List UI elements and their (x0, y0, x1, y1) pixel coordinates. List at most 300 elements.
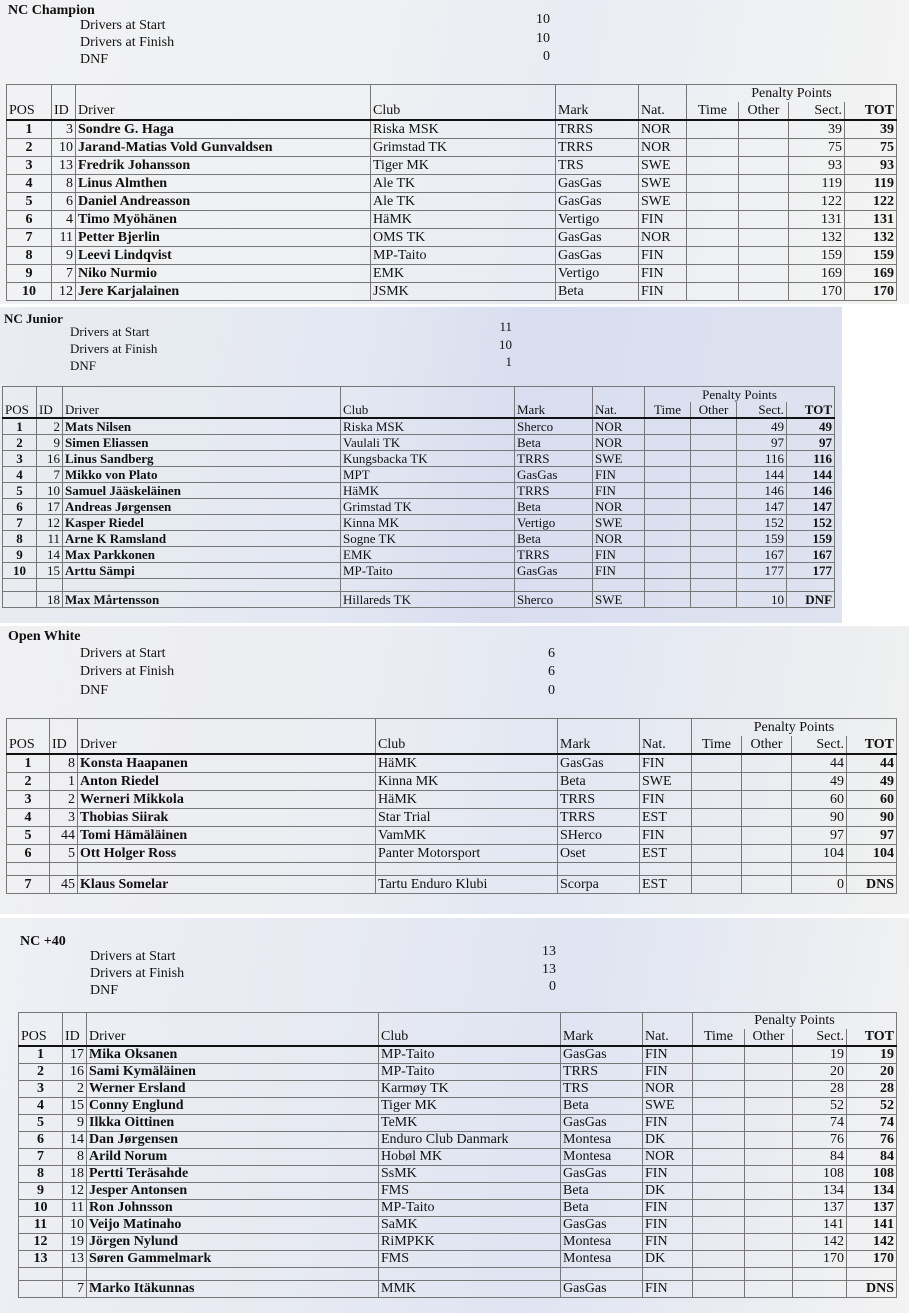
pos-cell (19, 1281, 63, 1298)
mark-cell: Beta (515, 435, 593, 451)
mark-cell: Beta (515, 531, 593, 547)
other-cell (739, 157, 789, 175)
stat-value: 13 (542, 944, 556, 959)
class-section-nc-champion (0, 0, 909, 304)
club-cell: MP-Taito (379, 1200, 561, 1217)
header-tot: TOT (847, 736, 897, 754)
tot-cell: 49 (847, 773, 897, 791)
table-row (7, 809, 897, 827)
tot-cell: 167 (787, 547, 835, 563)
spacer-cell (87, 1268, 379, 1281)
pos-cell: 2 (7, 773, 50, 791)
id-cell: 4 (52, 211, 76, 229)
nat-cell: FIN (639, 247, 687, 265)
mark-cell: Sherco (515, 592, 593, 608)
time-cell (645, 499, 691, 515)
table-row (3, 547, 835, 563)
club-cell: Riska MSK (371, 120, 556, 139)
sect-cell: 142 (793, 1234, 847, 1251)
id-cell: 9 (37, 435, 63, 451)
club-cell: MP-Taito (371, 247, 556, 265)
sect-cell (793, 1281, 847, 1298)
mark-cell: Vertigo (556, 211, 639, 229)
club-cell: VamMK (376, 827, 558, 845)
spacer-row (19, 1268, 897, 1281)
id-cell: 17 (63, 1046, 87, 1064)
id-cell: 10 (63, 1217, 87, 1234)
sect-cell: 147 (737, 499, 787, 515)
header-pos: POS (19, 1029, 63, 1046)
tot-cell: 75 (845, 139, 897, 157)
header-blank-cell (639, 85, 687, 103)
tot-cell: 131 (845, 211, 897, 229)
table-row (19, 1046, 897, 1064)
mark-cell: GasGas (561, 1281, 643, 1298)
driver-cell: Arne K Ramsland (63, 531, 341, 547)
mark-cell: TRS (561, 1081, 643, 1098)
other-cell (739, 193, 789, 211)
sect-cell: 141 (793, 1217, 847, 1234)
mark-cell: TRRS (515, 451, 593, 467)
spacer-cell (643, 1268, 693, 1281)
header-id: ID (37, 402, 63, 418)
pos-cell: 5 (7, 827, 50, 845)
time-cell (687, 211, 739, 229)
other-cell (745, 1251, 793, 1268)
spacer-cell (376, 863, 558, 876)
mark-cell: GasGas (556, 193, 639, 211)
club-cell: Karmøy TK (379, 1081, 561, 1098)
table-row (19, 1149, 897, 1166)
table-row (7, 265, 897, 283)
header-blank-cell (19, 1013, 63, 1030)
pos-cell: 6 (19, 1132, 63, 1149)
club-cell: MP-Taito (379, 1064, 561, 1081)
header-id: ID (52, 102, 76, 120)
club-cell: Grimstad TK (371, 139, 556, 157)
driver-cell: Jarand-Matias Vold Gunvaldsen (76, 139, 371, 157)
table-row (19, 1132, 897, 1149)
header-sect: Sect. (789, 102, 845, 120)
spacer-cell (793, 1268, 847, 1281)
nat-cell: SWE (643, 1098, 693, 1115)
header-other: Other (742, 736, 792, 754)
time-cell (693, 1046, 745, 1064)
sect-cell: 137 (793, 1200, 847, 1217)
pos-cell: 4 (7, 809, 50, 827)
other-cell (691, 483, 737, 499)
id-cell: 19 (63, 1234, 87, 1251)
pos-cell: 6 (7, 845, 50, 863)
header-id: ID (63, 1029, 87, 1046)
driver-cell: Arild Norum (87, 1149, 379, 1166)
id-cell: 10 (52, 139, 76, 157)
time-cell (645, 435, 691, 451)
pos-cell: 4 (7, 175, 52, 193)
id-cell: 1 (50, 773, 78, 791)
nat-cell: NOR (593, 418, 645, 435)
mark-cell: TRRS (515, 547, 593, 563)
club-cell: RiMPKK (379, 1234, 561, 1251)
other-cell (691, 418, 737, 435)
tot-cell: 97 (787, 435, 835, 451)
other-cell (745, 1183, 793, 1200)
header-row (7, 736, 897, 754)
club-cell: MP-Taito (341, 563, 515, 579)
driver-cell: Arttu Sämpi (63, 563, 341, 579)
header-other: Other (745, 1029, 793, 1046)
other-cell (745, 1149, 793, 1166)
other-cell (742, 876, 792, 894)
spacer-cell (737, 579, 787, 592)
sect-cell: 10 (737, 592, 787, 608)
nat-cell: SWE (593, 451, 645, 467)
id-cell: 7 (52, 265, 76, 283)
stat-value: 11 (499, 319, 512, 334)
header-penalty-points: Penalty Points (687, 85, 897, 103)
table-row (7, 247, 897, 265)
driver-cell: Konsta Haapanen (78, 754, 376, 773)
nat-cell: SWE (640, 773, 692, 791)
sect-cell: 44 (792, 754, 847, 773)
tot-cell: 169 (845, 265, 897, 283)
other-cell (742, 827, 792, 845)
driver-cell: Jörgen Nylund (87, 1234, 379, 1251)
driver-cell: Sami Kymäläinen (87, 1064, 379, 1081)
spacer-cell (787, 579, 835, 592)
tot-cell: DNS (847, 1281, 897, 1298)
nat-cell: NOR (639, 229, 687, 247)
table-row (3, 499, 835, 515)
pos-cell: 3 (3, 451, 37, 467)
header-mark: Mark (561, 1029, 643, 1046)
club-cell: Tiger MK (379, 1098, 561, 1115)
driver-cell: Daniel Andreasson (76, 193, 371, 211)
header-blank-cell (561, 1013, 643, 1030)
spacer-cell (63, 579, 341, 592)
class-section-nc-40 (0, 918, 909, 1313)
id-cell: 8 (50, 754, 78, 773)
pos-cell: 9 (19, 1183, 63, 1200)
club-cell: Star Trial (376, 809, 558, 827)
driver-cell: Ron Johnsson (87, 1200, 379, 1217)
header-time: Time (693, 1029, 745, 1046)
header-sect: Sect. (737, 402, 787, 418)
pos-cell: 8 (7, 247, 52, 265)
tot-cell: 28 (847, 1081, 897, 1098)
time-cell (693, 1132, 745, 1149)
driver-cell: Max Parkkonen (63, 547, 341, 563)
nat-cell: FIN (640, 754, 692, 773)
class-title: NC +40 (20, 934, 66, 949)
tot-cell: 170 (845, 283, 897, 301)
spacer-cell (558, 863, 640, 876)
header-nat: Nat. (640, 736, 692, 754)
club-cell: Grimstad TK (341, 499, 515, 515)
pos-cell: 2 (19, 1064, 63, 1081)
sect-cell: 131 (789, 211, 845, 229)
id-cell: 2 (37, 418, 63, 435)
other-cell (745, 1166, 793, 1183)
header-club: Club (371, 102, 556, 120)
class-title: Open White (8, 629, 81, 644)
other-cell (745, 1064, 793, 1081)
sect-cell: 169 (789, 265, 845, 283)
driver-cell: Ilkka Oittinen (87, 1115, 379, 1132)
other-cell (742, 845, 792, 863)
id-cell: 5 (50, 845, 78, 863)
header-blank-cell (76, 85, 371, 103)
mark-cell: Sherco (515, 418, 593, 435)
pos-cell: 11 (19, 1217, 63, 1234)
mark-cell: GasGas (556, 175, 639, 193)
other-cell (691, 515, 737, 531)
stat-label: Drivers at Finish (80, 35, 175, 50)
club-cell: MPT (341, 467, 515, 483)
driver-cell: Mika Oksanen (87, 1046, 379, 1064)
stat-label: DNF (80, 683, 109, 698)
header-blank-cell (556, 85, 639, 103)
table-row (7, 139, 897, 157)
mark-cell: GasGas (515, 467, 593, 483)
results-table (18, 1012, 897, 1298)
pos-cell: 10 (19, 1200, 63, 1217)
other-cell (742, 791, 792, 809)
time-cell (693, 1200, 745, 1217)
sect-cell: 19 (793, 1046, 847, 1064)
table-row (7, 876, 897, 894)
nat-cell: SWE (639, 193, 687, 211)
stat-value: 10 (499, 337, 512, 352)
mark-cell: TRRS (556, 120, 639, 139)
club-cell: HäMK (376, 754, 558, 773)
nat-cell: FIN (593, 563, 645, 579)
header-blank-cell (7, 719, 50, 737)
pos-cell: 5 (19, 1115, 63, 1132)
spacer-cell (593, 579, 645, 592)
spacer-cell (341, 579, 515, 592)
nat-cell: FIN (643, 1166, 693, 1183)
time-cell (692, 827, 742, 845)
pos-cell: 1 (3, 418, 37, 435)
stat-label: Drivers at Finish (80, 664, 175, 679)
header-penalty-points: Penalty Points (645, 387, 835, 403)
time-cell (693, 1081, 745, 1098)
other-cell (742, 809, 792, 827)
table-row (19, 1234, 897, 1251)
sect-cell: 144 (737, 467, 787, 483)
results-table (6, 84, 897, 301)
other-cell (691, 547, 737, 563)
mark-cell: Beta (561, 1098, 643, 1115)
driver-cell: Jere Karjalainen (76, 283, 371, 301)
results-table (2, 386, 835, 608)
id-cell: 12 (52, 283, 76, 301)
header-time: Time (687, 102, 739, 120)
nat-cell: SWE (593, 592, 645, 608)
pos-cell: 7 (19, 1149, 63, 1166)
header-blank-cell (515, 387, 593, 403)
header-mark: Mark (515, 402, 593, 418)
pos-cell: 8 (19, 1166, 63, 1183)
nat-cell: FIN (639, 283, 687, 301)
nat-cell: NOR (593, 499, 645, 515)
id-cell: 9 (63, 1115, 87, 1132)
class-section-nc-junior (0, 307, 842, 623)
stat-value: 6 (548, 646, 555, 661)
table-row (7, 845, 897, 863)
tot-cell: 142 (847, 1234, 897, 1251)
pos-cell: 6 (3, 499, 37, 515)
header-pos: POS (7, 736, 50, 754)
tot-cell: 104 (847, 845, 897, 863)
time-cell (687, 229, 739, 247)
driver-cell: Werneri Mikkola (78, 791, 376, 809)
nat-cell: FIN (639, 211, 687, 229)
spacer-cell (745, 1268, 793, 1281)
header-nat: Nat. (639, 102, 687, 120)
time-cell (693, 1281, 745, 1298)
time-cell (692, 773, 742, 791)
other-cell (745, 1098, 793, 1115)
pos-cell: 8 (3, 531, 37, 547)
mark-cell: Scorpa (558, 876, 640, 894)
mark-cell: Beta (561, 1183, 643, 1200)
spacer-cell (37, 579, 63, 592)
header-club: Club (376, 736, 558, 754)
tot-cell: 97 (847, 827, 897, 845)
driver-cell: Leevi Lindqvist (76, 247, 371, 265)
pos-cell: 4 (19, 1098, 63, 1115)
time-cell (687, 193, 739, 211)
pos-cell: 1 (19, 1046, 63, 1064)
nat-cell: NOR (643, 1149, 693, 1166)
sect-cell: 170 (789, 283, 845, 301)
spacer-cell (693, 1268, 745, 1281)
pos-cell: 6 (7, 211, 52, 229)
id-cell: 12 (63, 1183, 87, 1200)
id-cell: 2 (50, 791, 78, 809)
driver-cell: Conny Englund (87, 1098, 379, 1115)
driver-cell: Andreas Jørgensen (63, 499, 341, 515)
nat-cell: DK (643, 1183, 693, 1200)
tot-cell: 159 (845, 247, 897, 265)
tot-cell: DNF (787, 592, 835, 608)
driver-cell: Kasper Riedel (63, 515, 341, 531)
time-cell (645, 451, 691, 467)
stat-value: 6 (548, 664, 555, 679)
nat-cell: FIN (593, 547, 645, 563)
driver-cell: Mikko von Plato (63, 467, 341, 483)
club-cell: MP-Taito (379, 1046, 561, 1064)
tot-cell: 60 (847, 791, 897, 809)
sect-cell: 132 (789, 229, 845, 247)
other-cell (745, 1234, 793, 1251)
table-row (3, 418, 835, 435)
table-row (3, 467, 835, 483)
tot-cell: 90 (847, 809, 897, 827)
tot-cell: 49 (787, 418, 835, 435)
spacer-cell (640, 863, 692, 876)
sect-cell: 177 (737, 563, 787, 579)
pos-cell: 7 (3, 515, 37, 531)
id-cell: 7 (37, 467, 63, 483)
header-blank-cell (593, 387, 645, 403)
header-row-group (7, 719, 897, 737)
spacer-cell (847, 1268, 897, 1281)
club-cell: Panter Motorsport (376, 845, 558, 863)
table-row (19, 1200, 897, 1217)
header-sect: Sect. (793, 1029, 847, 1046)
header-club: Club (341, 402, 515, 418)
driver-cell: Sondre G. Haga (76, 120, 371, 139)
nat-cell: FIN (643, 1046, 693, 1064)
club-cell: MMK (379, 1281, 561, 1298)
time-cell (645, 547, 691, 563)
driver-cell: Mats Nilsen (63, 418, 341, 435)
other-cell (739, 175, 789, 193)
other-cell (739, 247, 789, 265)
id-cell: 16 (37, 451, 63, 467)
other-cell (691, 592, 737, 608)
spacer-row (7, 863, 897, 876)
header-id: ID (50, 736, 78, 754)
time-cell (693, 1217, 745, 1234)
table-row (19, 1183, 897, 1200)
header-mark: Mark (556, 102, 639, 120)
other-cell (745, 1132, 793, 1149)
header-pos: POS (3, 402, 37, 418)
time-cell (692, 845, 742, 863)
mark-cell: Montesa (561, 1149, 643, 1166)
header-sect: Sect. (792, 736, 847, 754)
id-cell: 10 (37, 483, 63, 499)
table-row (3, 435, 835, 451)
header-row (7, 102, 897, 120)
table-row (19, 1115, 897, 1132)
tot-cell: 19 (847, 1046, 897, 1064)
pos-cell: 9 (3, 547, 37, 563)
club-cell: Kinna MK (376, 773, 558, 791)
tot-cell: 119 (845, 175, 897, 193)
mark-cell: GasGas (561, 1166, 643, 1183)
sect-cell: 93 (789, 157, 845, 175)
club-cell: EMK (371, 265, 556, 283)
pos-cell: 3 (7, 791, 50, 809)
club-cell: Kungsbacka TK (341, 451, 515, 467)
table-row (19, 1064, 897, 1081)
club-cell: FMS (379, 1183, 561, 1200)
table-row (7, 754, 897, 773)
tot-cell: 108 (847, 1166, 897, 1183)
header-driver: Driver (87, 1029, 379, 1046)
pos-cell: 1 (7, 754, 50, 773)
club-cell: Riska MSK (341, 418, 515, 435)
club-cell: JSMK (371, 283, 556, 301)
tot-cell: 44 (847, 754, 897, 773)
table-row (19, 1098, 897, 1115)
header-nat: Nat. (643, 1029, 693, 1046)
time-cell (687, 265, 739, 283)
nat-cell: FIN (640, 791, 692, 809)
nat-cell: FIN (643, 1115, 693, 1132)
mark-cell: Vertigo (515, 515, 593, 531)
spacer-cell (847, 863, 897, 876)
stat-label: Drivers at Start (80, 646, 166, 661)
stat-value: 10 (536, 31, 550, 46)
sect-cell: 60 (792, 791, 847, 809)
mark-cell: Beta (561, 1200, 643, 1217)
